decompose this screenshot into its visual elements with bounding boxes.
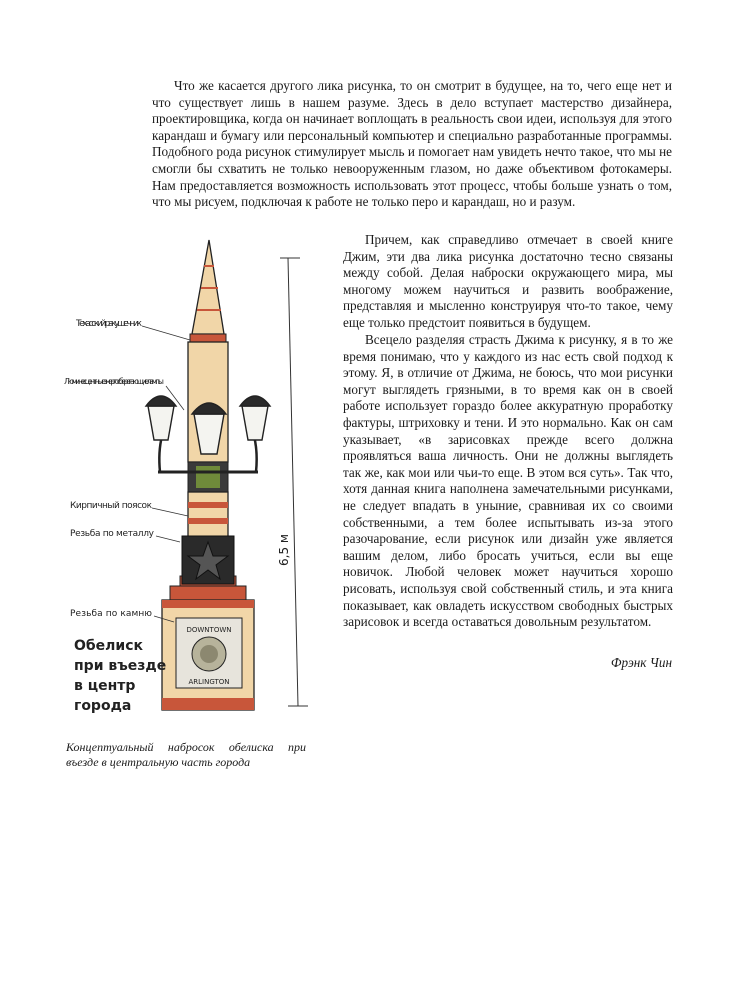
paragraph-personal-style: Всецело разделяя страсть Джима к рисунку, я в то же время понимаю, что у каждого из нас есть свой подход к этому. Я, в отличие от Джима, не боюсь, что мои рисунки могут выглядеть грязными, в то время как он в своей работе использует гораздо более аккуратную проработку фактуры, штриховку и тени. И это нормально. Как он сам указывает, «в зарисовках прежде всего должна проявляться ваша личность. Они не должны выглядеть так же, как мои или чьи-то еще. В этом вся суть». Так что, хотя данная книга наполнена замечательными рисунками, не следует впадать в уныние, сравнивая их со своими собственными, а тем более испытывать из-за этого разочарование, если рисунок или дизайн уже является вашим делом, либо бросать учиться, если вы еще новичок. Любой человек может научиться хорошо рисовать, используя свой собственный стиль, и эта книга показывает, как овладеть искусством свободных быстрых зарисовок и всегда оставаться довольным результатом.: [343, 332, 673, 630]
obelisk-base: [162, 586, 254, 710]
label-texas-shell: Техасский ракушечник: [76, 319, 142, 329]
label-lamps: Люминесцентные энергосберегающие лампы: [64, 377, 164, 386]
plaque-top-text: DOWNTOWN: [186, 626, 232, 634]
metal-panel: [180, 536, 236, 586]
height-dimension: [280, 258, 308, 706]
height-label: 6,5 м: [277, 534, 291, 566]
sketch-title-line-2: при въезде: [74, 658, 167, 674]
label-stone-carving: Резьба по камню: [70, 609, 152, 619]
label-metal-carving: Резьба по металлу: [70, 529, 154, 539]
intro-paragraph: Что же касается другого лика рисунка, то он смотрит в будущее, на то, чего еще нет и что существует лишь в нашем разуме. Здесь в дело вступает мастерство дизайнера, проектировщика, когда он начинает воплощать в реальность свои идеи, используя для этого карандаш и бумагу или персональный компьютер и специально разработанные программы. Подобного рода рисунок стимулирует мысль и помогает нам увидеть нечто такое, что мы не смогли бы схватить не только невооруженным глазом, но даже объективом фотокамеры. Нам предоставляется возможность использовать этот процесс, чтобы больше узнать о том, что мы рисуем, подключая к работе не только перо и карандаш, но и разум.: [152, 78, 672, 210]
sketch-title-line-3: в центр: [74, 678, 136, 694]
plaque-bottom-text: ARLINGTON: [188, 678, 230, 686]
sketch-title-line-4: города: [74, 698, 132, 714]
sketch-title-line-1: Обелиск: [74, 638, 144, 654]
author-signature: Фрэнк Чин: [610, 655, 672, 670]
obelisk-spire: [190, 240, 226, 342]
obelisk-sketch: [62, 236, 332, 730]
paragraph-two-faces: Причем, как справедливо отмечает в своей книге Джим, эти два лика рисунка достаточно тесно связаны между собой. Делая наброски окружающего мира, мы многому можем научиться и развить воображение, представляя и мысленно конструируя что-то такое, чему еще только предстоит появиться в будущем.: [343, 232, 673, 330]
figure-caption: Концептуальный набросок обелиска при въезде в центральную часть города: [66, 740, 306, 769]
label-brick-belt: Кирпичный поясок: [70, 501, 152, 511]
